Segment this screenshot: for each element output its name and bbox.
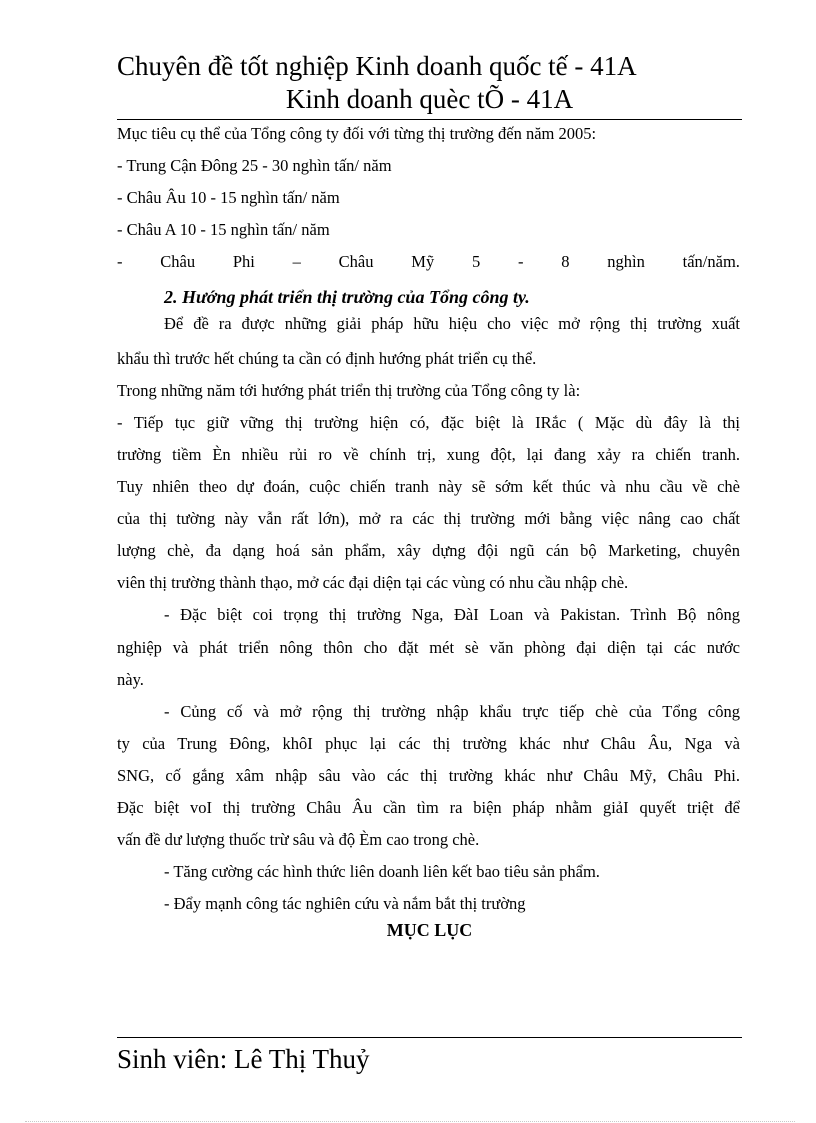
word: Mỹ — [411, 252, 435, 272]
text-line: - Tăng cường các hình thức liên doanh liên kết bao tiêu sản phẩm. — [164, 862, 600, 882]
text-line: trường tiềm Èn nhiều rủi ro về chính trị, xung đột, lại đang xảy ra chiến tranh. — [117, 444, 740, 464]
text-line: - Đẩy mạnh công tác nghiên cứu và nắm bắt thị trường — [164, 894, 526, 914]
word: - — [517, 252, 524, 272]
header-title: Chuyên đề tốt nghiệp Kinh doanh quốc tế - 41A — [117, 51, 637, 81]
text-line: SNG, cố gắng xâm nhập sâu vào các thị trường khác như Châu Mỹ, Châu Phi. — [117, 765, 740, 785]
page-edge-dotted-line — [25, 1121, 795, 1122]
text-line: - Tiếp tục giữ vững thị trường hiện có, đặc biệt là IRắc ( Mặc dù đây là thị — [117, 412, 740, 432]
text-line: - Củng cố và mở rộng thị trường nhập khẩu trực tiếp chè của Tổng công — [164, 701, 740, 721]
header-subtitle: Kinh doanh quèc tÕ - 41A — [285, 84, 574, 114]
section-heading: 2. Hướng phát triển thị trường của Tổng công ty. — [164, 287, 530, 308]
word: – — [292, 252, 301, 272]
text-line: nghiệp và phát triển nông thôn cho đặt mét sè văn phòng đại diện tại các nước — [117, 637, 740, 657]
text-line: viên thị trường thành thạo, mở các đại diện tại các vùng có nhu cầu nhập chè. — [117, 573, 629, 593]
text-line: Để đề ra được những giải pháp hữu hiệu cho việc mở rộng thị trường xuất — [164, 313, 740, 333]
footer-divider — [117, 1037, 742, 1038]
page-footer: Sinh viên: Lê Thị Thuỷ — [117, 1044, 370, 1074]
document-body — [117, 118, 740, 920]
page-header — [117, 50, 742, 116]
text-line: này. — [117, 669, 144, 689]
word: 5 — [471, 252, 481, 272]
word: 8 — [561, 252, 570, 272]
text-line: của thị tường này vẫn rất lớn), mở ra các thị trường mới bằng việc nâng cao chất — [117, 509, 740, 529]
word: - — [117, 252, 123, 272]
list-item: - Châu Âu 10 - 15 nghìn tấn/ năm — [117, 188, 340, 208]
text-line: Tuy nhiên theo dự đoán, cuộc chiến tranh này sẽ sớm kết thúc và nhu cầu về chè — [117, 477, 740, 497]
word: nghìn — [607, 252, 645, 272]
word: tấn/năm. — [682, 252, 740, 272]
list-item: - Châu A 10 - 15 nghìn tấn/ năm — [117, 220, 330, 240]
word: Châu — [338, 252, 374, 272]
toc-title: MỤC LỤC — [386, 920, 473, 940]
word: Phi — [232, 252, 255, 272]
text-line: Đặc biệt voI thị trường Châu Âu cần tìm ra biện pháp nhằm giảI quyết triệt để — [117, 797, 740, 817]
text-line: Trong những năm tới hướng phát triển thị trường của Tổng công ty là: — [117, 380, 581, 400]
word: Châu — [160, 252, 196, 272]
text-line: Mục tiêu cụ thể của Tổng công ty đối với từng thị trường đến năm 2005: — [117, 124, 597, 143]
list-item-spread — [117, 246, 740, 278]
list-item: - Trung Cận Đông 25 - 30 nghìn tấn/ năm — [117, 156, 392, 176]
text-line: lượng chè, đa dạng hoá sản phẩm, xây dựng đội ngũ cán bộ Marketing, chuyên — [117, 541, 740, 561]
text-line: ty của Trung Đông, khôI phục lại các thị trường khác như Châu Âu, Nga và — [117, 733, 740, 753]
text-line: khẩu thì trước hết chúng ta cần có định hướng phát triển cụ thể. — [117, 348, 537, 368]
text-line: - Đặc biệt coi trọng thị trường Nga, ĐàI Loan và Pakistan. Trình Bộ nông — [164, 605, 740, 625]
text-line: vấn đề dư lượng thuốc trừ sâu và độ Èm cao trong chè. — [117, 830, 480, 850]
